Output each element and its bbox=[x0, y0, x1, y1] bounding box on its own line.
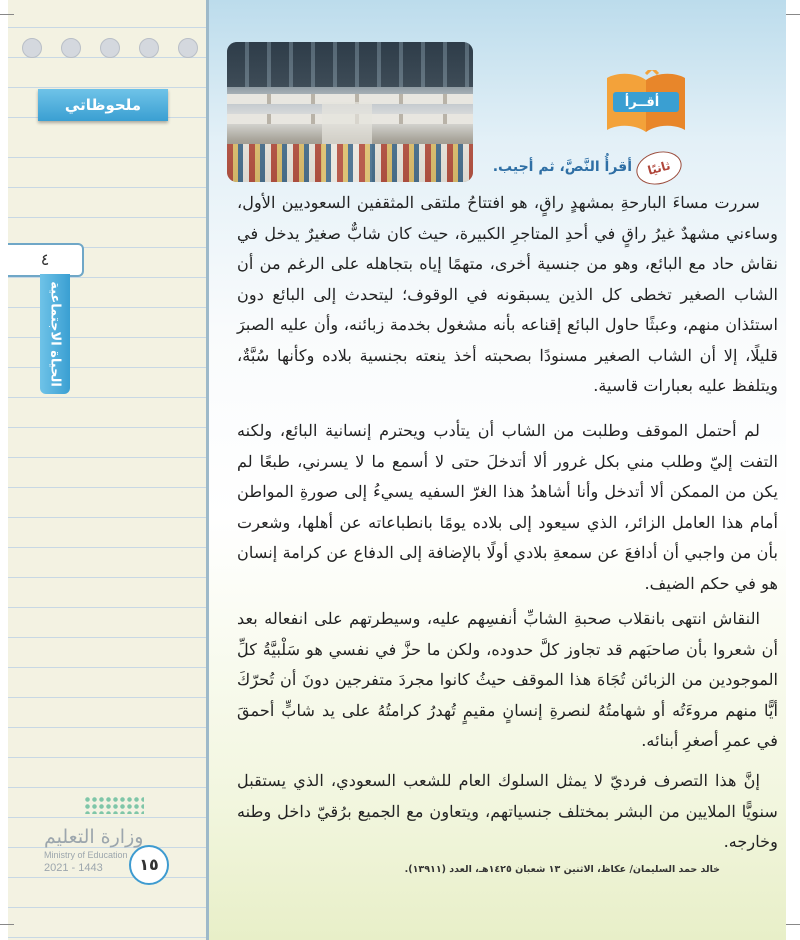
binder-hole bbox=[100, 38, 120, 58]
photo-book-shelves bbox=[227, 144, 473, 182]
ministry-logo-dots-icon bbox=[84, 796, 144, 814]
paragraph-text: إنَّ هذا التصرف فرديّ لا يمثل السلوك العام للشعب السعودي، الذي يستقبل سنويًّا الملايين من البشر بمختلف جنسياتهم، ويتعاون مع الجميع برُقيّ داخل وطنه وخارجه. bbox=[237, 771, 778, 851]
paragraph-text: سررت مساءَ البارحةِ بمشهدٍ راقٍ، هو افتتاحُ ملتقى المثقفين السعوديين الأول، وساءني مشهدٌ غيرُ راقٍ في أحدِ المتاجرِ الكبيرة، حيث كان شابٌّ صغيرٌ يدخل في نقاش حاد مع البائع، وهو من جنسية أخرى، متهمًا إياه بتجاهله على الرغم من أن الشاب الصغير تخطى كل الذين يسبقونه في الوقوف؛ ليتحدث إلى البائع دون استئذان منهم، وعبثًا حاول البائع إقناعه بأنه مشغول بخدمة زبائنه، وأن عليه الصبرَ قليلًا، إلا أن الشاب الصغير مسنودًا بصحبته أخذ ينعته بجنسية بلاده وكأنها سُبَّةٌ، ويتلفظ عليه بعبارات قاسية. bbox=[237, 193, 778, 395]
binder-hole bbox=[139, 38, 159, 58]
ministry-name-english: Ministry of Education bbox=[44, 850, 128, 860]
article-source: خالد حمد السليمان/ عكاظ، الاثنين ١٣ شعبان ١٤٢٥هـ، العدد (١٣٩١١). bbox=[404, 864, 720, 875]
ministry-year: 2021 - 1443 bbox=[44, 862, 103, 874]
crop-mark bbox=[0, 924, 14, 925]
notes-heading: ملحوظاتي bbox=[38, 89, 168, 121]
ministry-name-arabic: وزارة التعليم bbox=[44, 826, 144, 848]
binder-hole bbox=[22, 38, 42, 58]
paragraph-text: النقاش انتهى بانقلاب صحبةِ الشابِّ أنفسِهم عليه، وسيطرتهم على انفعاله بعد أن شعروا بأن صاحبَهم قد تجاوز كلَّ حدوده، ولكن ما حزَّ في نفسي هو سَلْبيَّةُ كلِّ الموجودين من الزبائن تُجَاهَ هذا الموقف حيثُ كانوا مجردَ متفرجين دونَ أن تُحرّكَ أيًّا منهم مروءَتُه أو شهامتُهُ لنصرةِ إنسانٍ مقيمٍ تُهدرُ كرامتُهُ على يد شابٍّ أحمقَ في عمرِ أصغرِ أبنائه. bbox=[237, 609, 778, 750]
unit-title: الحياة الاجتماعية bbox=[47, 281, 63, 387]
page-number: ١٥ bbox=[129, 845, 169, 885]
crop-mark bbox=[786, 924, 800, 925]
crop-mark bbox=[0, 14, 14, 15]
unit-number: ٤ bbox=[8, 243, 84, 277]
read-section-label: أقــرأ bbox=[624, 95, 660, 110]
article-paragraph bbox=[237, 604, 778, 757]
section-badge: ثانيًا bbox=[633, 147, 686, 190]
book-fair-photo bbox=[227, 42, 473, 182]
binder-holes bbox=[22, 38, 198, 58]
article-paragraph bbox=[237, 416, 778, 599]
photo-ceiling bbox=[227, 42, 473, 87]
binder-hole bbox=[61, 38, 81, 58]
binder-hole bbox=[178, 38, 198, 58]
crop-mark bbox=[786, 14, 800, 15]
page-margin bbox=[786, 0, 800, 940]
article-paragraph bbox=[237, 766, 778, 858]
instruction-text: أقرأُ النَّصَّ، ثم أجيب. bbox=[492, 159, 632, 175]
paragraph-text: لم أحتمل الموقف وطلبت من الشاب أن يتأدب ويحترم إنسانية البائع، ولكنه التفت إليّ وطلب مني بكل غرور ألا أتدخلَ حتى لا أسمع ما لا يسرني، طبعًا لم يكن من الممكن ألا أتدخل وأنا أشاهدُ هذا الغرّ السفيه يسيءُ إلى صورةِ المواطن أمام هذا العامل الزائر، الذي سيعود إلى بلاده يومًا بانطباعاته عن أهلها، وشعرت بأن من واجبي أن أدافعَ عن سمعةِ بلادي أولًا بالإضافة إلى الدفاع عن كرامة إنسان هو في حكم الضيف. bbox=[237, 421, 778, 593]
unit-title-tab bbox=[40, 274, 70, 394]
article-paragraph bbox=[237, 188, 778, 402]
